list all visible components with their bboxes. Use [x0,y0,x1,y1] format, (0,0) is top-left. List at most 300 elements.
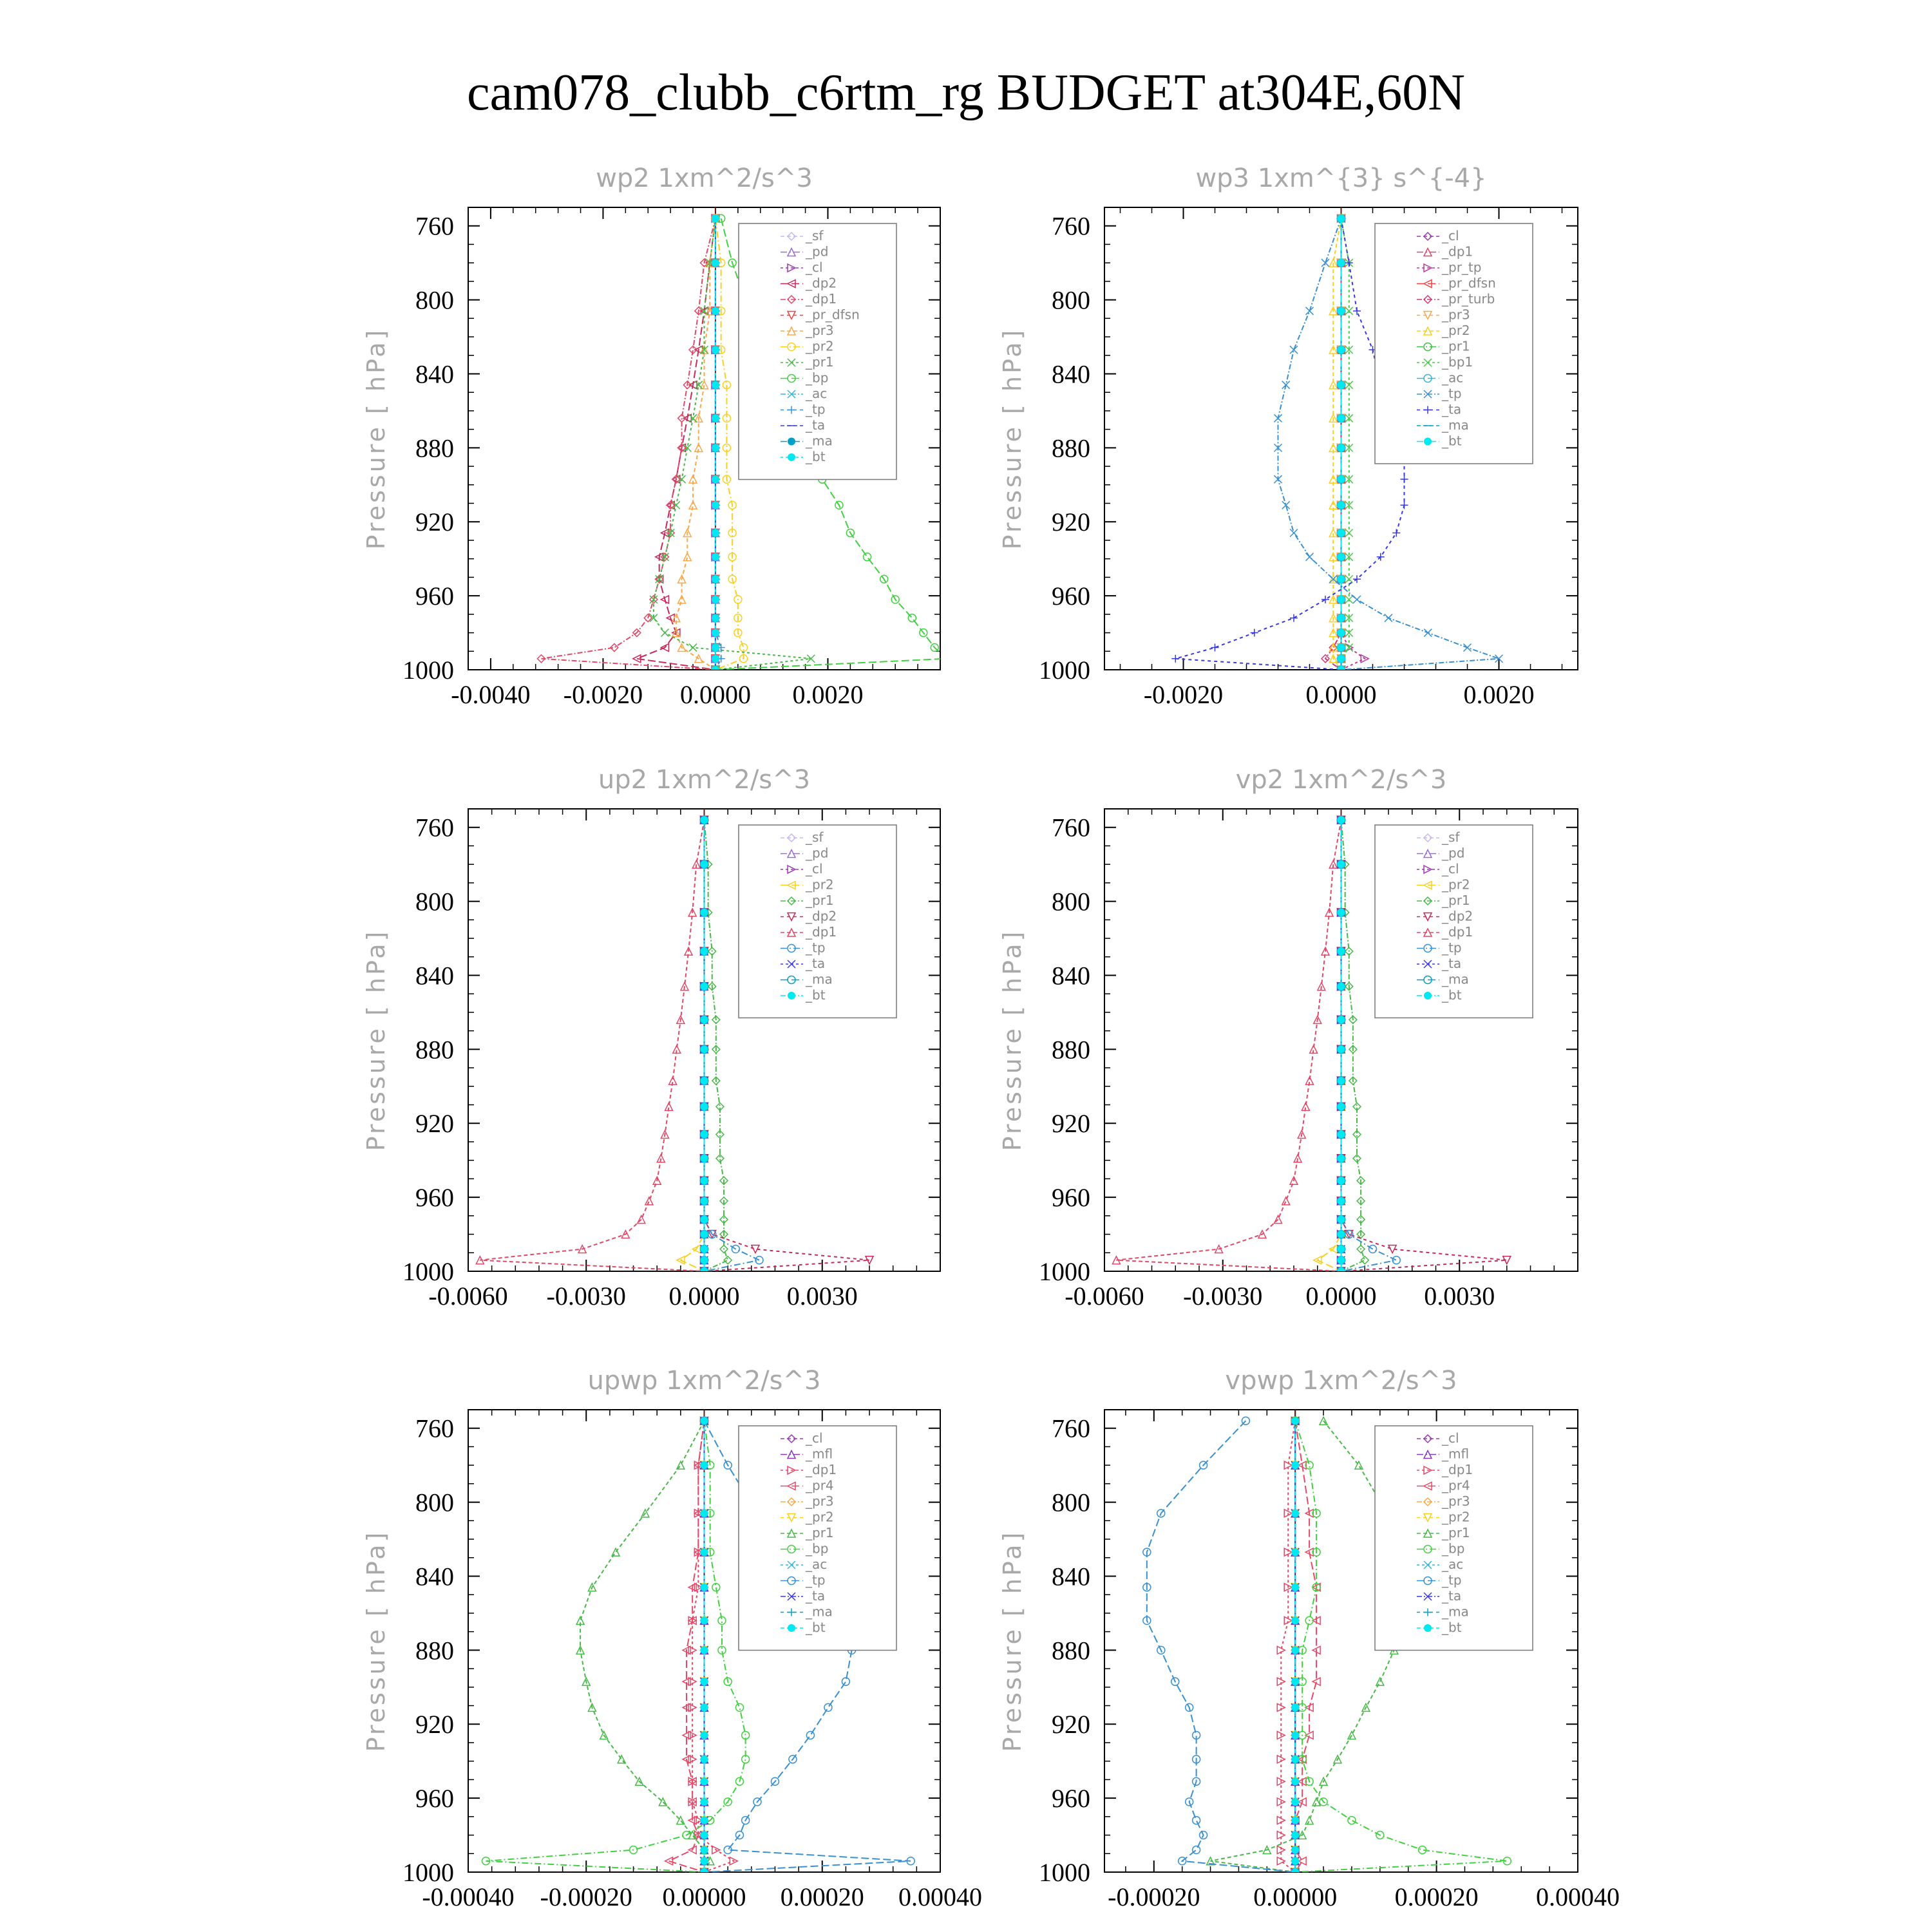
data-point [712,346,719,354]
legend-label: _pr1 [806,354,834,370]
panel-6 [998,1366,1620,1911]
data-point [1338,1267,1345,1275]
data-point [1424,629,1432,637]
legend [739,1426,896,1651]
y-axis-label: Pressure [ hPa] [998,929,1027,1151]
y-tick-label: 880 [415,1035,454,1065]
data-point [1338,909,1345,916]
data-point [701,1077,708,1084]
data-point [701,1016,708,1023]
data-point [672,501,680,509]
data-point [1401,501,1408,509]
data-point [678,475,686,483]
x-tick-label: 0.00000 [662,1882,746,1911]
legend-label: _pr1 [1442,893,1470,908]
data-point [1345,381,1353,389]
data-point [1211,644,1219,652]
y-tick-label: 880 [415,1636,454,1665]
data-point [1306,307,1314,315]
data-point [1290,529,1298,536]
x-tick-label: 0.0000 [1305,680,1377,709]
legend-label: _cl [1442,228,1459,243]
data-point [724,1256,732,1264]
data-point [689,644,697,652]
data-point [1338,614,1345,622]
legend-label: _pr1 [806,893,834,908]
legend-label: _ta [806,417,826,433]
y-tick-label: 800 [415,1488,454,1517]
x-tick-label: 0.0000 [1305,1282,1377,1311]
y-tick-label: 1000 [1039,1257,1090,1286]
legend-marker [788,992,795,999]
series_bp [482,1417,749,1876]
legend-label: _bt [806,1620,826,1635]
data-point [1345,596,1353,603]
data-point [1305,1461,1313,1469]
data-point [712,529,719,536]
panel-title: upwp 1xm^2/s^3 [587,1366,821,1396]
legend-label: _ta [1442,401,1462,417]
data-point [864,553,871,561]
legend-label: _pr3 [1442,307,1470,323]
data-point [701,1777,708,1785]
legend-label: _tp [806,401,826,417]
data-point [1291,1616,1299,1624]
data-point [1338,629,1345,637]
legend-label: _pr2 [1442,876,1470,893]
panel-1 [362,164,950,709]
y-tick-label: 760 [415,813,454,842]
data-point [1321,259,1329,267]
data-point [1274,444,1282,451]
data-point [1305,1731,1313,1739]
y-tick-label: 960 [1052,582,1090,611]
legend-label: _ma [1442,971,1469,987]
data-point [701,1857,708,1865]
y-tick-label: 960 [1052,1784,1090,1814]
legend-label: _pd [806,845,829,861]
data-point [701,816,708,824]
y-tick-label: 1000 [1039,656,1090,685]
legend-label: _ta [1442,1588,1462,1604]
data-point [908,614,916,622]
data-point [701,1231,708,1238]
y-tick-label: 800 [415,887,454,916]
legend-marker [1424,1624,1432,1632]
data-point [701,1256,708,1264]
y-tick-label: 840 [1052,961,1090,990]
data-point [1338,501,1345,509]
data-point [650,596,658,603]
data-point [712,614,719,622]
data-point [1338,816,1345,824]
y-tick-label: 880 [1052,1636,1090,1665]
legend-label: _pr1 [1442,338,1470,354]
legend-label: _dp1 [1442,924,1473,940]
y-tick-label: 1000 [1039,1858,1090,1887]
series_dp2 [633,214,719,674]
legend [739,223,896,480]
data-point [689,414,697,422]
y-tick-label: 760 [415,211,454,241]
data-point [1338,1077,1345,1084]
data-point [1321,596,1329,603]
y-tick-label: 880 [1052,433,1090,463]
x-tick-label: 0.0020 [1463,680,1535,709]
data-point [701,1832,708,1839]
legend-label: _bp [806,370,829,386]
legend-label: _dp1 [806,1462,837,1477]
x-tick-label: -0.00020 [540,1882,632,1911]
legend-label: _ma [1442,417,1469,433]
panel-5 [362,1366,982,1911]
legend-label: _bt [806,449,826,464]
x-tick-label: -0.0040 [451,680,531,709]
legend-label: _bp [806,1540,829,1557]
y-tick-label: 960 [415,582,454,611]
data-point [1392,529,1400,536]
legend-label: _bp1 [1442,354,1473,370]
legend-label: _mfl [1442,1446,1470,1462]
legend-marker [788,1624,795,1632]
data-point [701,983,708,990]
data-point [1282,1197,1290,1205]
x-tick-label: 0.0020 [792,680,864,709]
legend-label: _ac [806,386,828,401]
data-point [1291,1798,1299,1806]
y-tick-label: 840 [1052,1562,1090,1591]
legend-label: _tp [806,1572,826,1588]
data-point [701,1510,708,1517]
data-point [701,1461,708,1469]
y-tick-label: 760 [1052,813,1090,842]
data-point [1338,346,1345,354]
data-point [1377,553,1385,561]
x-tick-label: 0.00020 [780,1882,864,1911]
legend-label: _dp1 [806,291,837,307]
data-point [1290,614,1298,622]
data-point [701,1616,708,1624]
panel-title: up2 1xm^2/s^3 [598,765,811,795]
legend [1375,825,1533,1018]
data-point [1291,1817,1299,1824]
data-point [1401,475,1408,483]
series_dp1 [537,214,719,674]
legend-marker [1424,438,1432,446]
y-axis-label: Pressure [ hPa] [998,1530,1027,1752]
panel-2 [998,164,1578,709]
data-point [1291,1868,1299,1876]
data-point [701,1548,708,1556]
series-line [480,820,704,1271]
x-tick-label: -0.0030 [546,1282,626,1311]
legend-label: _sf [806,228,824,243]
data-point [712,259,719,267]
x-tick-label: -0.0030 [1183,1282,1263,1311]
legend-label: _bt [1442,433,1462,449]
y-tick-label: 840 [1052,359,1090,389]
x-tick-label: -0.00020 [1108,1882,1200,1911]
legend [1375,1426,1533,1651]
legend-label: _pr1 [1442,1525,1470,1540]
data-point [1338,1016,1345,1023]
data-point [1306,553,1314,561]
data-point [1338,666,1345,674]
data-point [712,475,719,483]
y-tick-label: 840 [415,1562,454,1591]
legend-label: _dp2 [806,275,837,291]
y-tick-label: 840 [415,961,454,990]
data-point [1338,644,1345,652]
data-point [712,596,719,603]
x-tick-label: 0.00040 [898,1882,982,1911]
legend-label: _cl [806,1430,823,1446]
data-point [1338,553,1345,561]
series_tp [1143,1417,1299,1876]
legend-label: _pr4 [1442,1477,1470,1493]
data-point [701,1130,708,1138]
legend-label: _pr_dfsn [1442,275,1496,291]
y-tick-label: 920 [1052,1109,1090,1139]
data-point [712,381,719,389]
data-point [701,1846,708,1854]
x-tick-label: 0.0000 [668,1282,740,1311]
data-point [665,1857,673,1865]
y-tick-label: 960 [1052,1183,1090,1213]
data-point [1345,575,1353,583]
legend-label: _ma [806,1604,833,1620]
data-point [1353,307,1361,315]
data-point [1193,1817,1200,1824]
data-point [701,947,708,955]
y-tick-label: 880 [1052,1035,1090,1065]
data-point [701,1103,708,1110]
series_dp1 [1112,816,1345,1275]
data-point [1348,1817,1356,1824]
legend-label: _ta [1442,956,1462,971]
data-point [712,666,719,674]
data-point [712,307,719,315]
legend-label: _sf [806,829,824,845]
y-tick-label: 920 [1052,507,1090,537]
legend-label: _ma [806,971,833,987]
data-point [1291,1510,1299,1517]
data-point [701,1177,708,1184]
data-point [661,629,668,637]
data-point [1345,529,1353,536]
legend-label: _ma [806,433,833,449]
legend-label: _pr2 [806,1509,834,1525]
legend [1375,223,1533,464]
legend-label: _pr1 [806,1525,834,1540]
x-tick-label: 0.0030 [786,1282,858,1311]
legend-marker [788,438,795,446]
legend-label: _dp2 [806,908,837,924]
x-tick-label: -0.0020 [563,680,643,709]
legend-label: _tp [1442,386,1462,401]
x-tick-label: 0.00040 [1536,1882,1620,1911]
data-point [701,1798,708,1806]
data-point [712,575,719,583]
data-point [712,644,719,652]
panel-title: vp2 1xm^2/s^3 [1235,765,1447,795]
series_ta [1171,214,1408,674]
legend-label: _bp [1442,1540,1465,1557]
data-point [1338,1245,1345,1253]
data-point [701,1731,708,1739]
data-point [701,860,708,868]
data-point [1291,1461,1299,1469]
legend-label: _ta [806,1588,826,1604]
legend-label: _pr3 [1442,1493,1470,1509]
legend-label: _pr2 [1442,323,1470,338]
legend-marker [1424,992,1432,999]
x-tick-label: 0.0000 [679,680,751,709]
data-point [1338,1231,1345,1238]
data-point [1251,629,1258,637]
data-point [1193,1846,1200,1854]
panel-3 [362,765,940,1311]
x-tick-label: -0.00040 [422,1882,515,1911]
data-point [701,1197,708,1205]
y-tick-label: 1000 [402,1257,454,1286]
legend-label: _bt [806,987,826,1003]
data-point [1338,1197,1345,1205]
legend-label: _bt [1442,987,1462,1003]
legend-label: _dp1 [1442,243,1473,260]
y-tick-label: 1000 [402,656,454,685]
data-point [1338,655,1345,663]
data-point [701,1703,708,1711]
legend-label: _ac [1442,370,1464,386]
y-tick-label: 920 [415,1109,454,1139]
legend-label: _ac [806,1557,828,1572]
legend-label: _tp [806,940,826,956]
data-point [701,1045,708,1053]
legend-label: _pr3 [806,1493,834,1509]
data-point [701,1678,708,1685]
legend-label: _sf [1442,829,1460,845]
data-point [1338,1256,1345,1264]
data-point [712,501,719,509]
legend-label: _tp [1442,1572,1462,1588]
data-point [1291,1731,1299,1739]
data-point [1338,1216,1345,1224]
data-point [712,444,719,451]
data-point [701,1216,708,1224]
data-point [701,1267,708,1275]
data-point [1291,1832,1299,1839]
data-point [701,1245,708,1253]
data-point [1291,1417,1299,1425]
legend-label: _pr_turb [1442,291,1495,307]
data-point [942,655,950,663]
y-tick-label: 840 [415,359,454,389]
y-tick-label: 920 [1052,1710,1090,1739]
y-tick-label: 920 [415,1710,454,1739]
panel-4 [998,765,1578,1311]
data-point [701,909,708,916]
data-point [712,629,719,637]
data-point [1338,1130,1345,1138]
x-tick-label: 0.00000 [1253,1882,1338,1911]
panel-title: wp3 1xm^{3} s^{-4} [1195,164,1487,193]
data-point [1291,1846,1299,1854]
legend-label: _pr2 [806,338,834,354]
data-point [712,414,719,422]
x-tick-label: -0.0060 [428,1282,508,1311]
y-tick-label: 760 [1052,1414,1090,1443]
legend-label: _tp [1442,940,1462,956]
legend-label: _mfl [806,1446,833,1462]
data-point [1338,596,1345,603]
legend-label: _pd [1442,845,1465,861]
data-point [1385,614,1392,622]
data-point [1345,307,1353,315]
y-tick-label: 1000 [402,1858,454,1887]
data-point [735,1703,743,1711]
data-point [1338,983,1345,990]
series_dp1 [476,816,708,1275]
data-point [701,1817,708,1824]
data-point [1338,475,1345,483]
y-tick-label: 800 [1052,285,1090,315]
data-point [1291,1678,1299,1685]
figure-title: cam078_clubb_c6rtm_rg BUDGET at304E,60N [466,64,1466,121]
data-point [701,1646,708,1654]
series-line [1116,820,1341,1271]
x-tick-label: 0.0030 [1424,1282,1495,1311]
data-point [842,1678,849,1685]
legend-label: _pr_tp [1442,260,1482,275]
data-point [1171,655,1179,663]
data-point [1305,1817,1313,1824]
data-point [1312,1678,1320,1685]
data-point [1291,1777,1299,1785]
legend-label: _dp2 [1442,908,1473,924]
data-point [1291,1756,1299,1763]
data-point [1338,307,1345,315]
legend-label: _pr3 [806,323,834,338]
data-point [1464,644,1472,652]
data-point [1353,596,1361,603]
data-point [1338,1155,1345,1162]
data-point [1338,1045,1345,1053]
legend-label: _pr_dfsn [806,307,860,323]
legend-label: _bt [1442,1620,1462,1635]
series-line [541,218,715,670]
legend-label: _pr2 [806,876,834,893]
y-axis-label: Pressure [ hPa] [362,327,390,550]
data-point [701,1417,708,1425]
y-tick-label: 880 [415,433,454,463]
y-tick-label: 800 [1052,1488,1090,1517]
series-line [669,1421,705,1872]
series-line [1175,218,1404,670]
y-axis-label: Pressure [ hPa] [362,1530,390,1752]
legend-label: _ma [1442,1604,1469,1620]
data-point [1338,414,1345,422]
data-point [701,1868,708,1876]
data-point [807,655,815,663]
data-point [1338,381,1345,389]
panel-title: wp2 1xm^2/s^3 [596,164,813,193]
series_dp1 [688,1417,737,1876]
y-tick-label: 960 [415,1784,454,1814]
legend-label: _cl [1442,861,1459,876]
y-axis-label: Pressure [ hPa] [362,929,390,1151]
y-tick-label: 960 [415,1183,454,1213]
